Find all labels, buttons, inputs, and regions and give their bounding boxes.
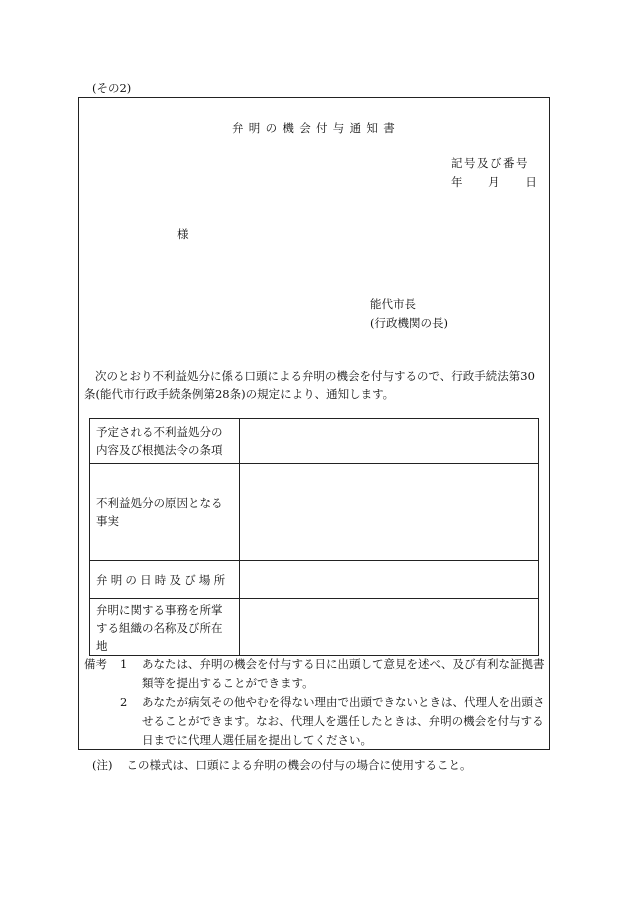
notice-body: [84, 367, 546, 403]
remark-item: [84, 693, 548, 750]
footnote: [92, 757, 471, 773]
remarks: [84, 655, 548, 750]
issuer-note: (行政機関の長): [370, 316, 448, 330]
addressee-suffix: 様: [177, 227, 189, 241]
row-label-organization: 弁明に関する事務を所掌する組織の名称及び所在地: [90, 599, 240, 656]
reference-number-label: 記号及び番号: [451, 156, 529, 170]
remark-text: あなたは、弁明の機会を付与する日に出頭して意見を述べ、及び有利な証拠書類等を提出することができます。: [142, 657, 545, 690]
page-title: 弁明の機会付与通知書: [232, 121, 400, 135]
date-line: [451, 174, 537, 190]
table-row: [90, 419, 539, 464]
remarks-heading: 備考: [84, 657, 107, 671]
footnote-label: (注): [92, 758, 113, 772]
row-value-organization: [240, 599, 539, 656]
remark-text: あなたが病気その他やむを得ない理由で出頭できないときは、代理人を出頭させることができます。なお、代理人を選任したときは、弁明の機会を付与する日までに代理人選任届を提出してください。: [142, 695, 545, 747]
remark-number: 2: [120, 695, 128, 709]
notice-body-text: 次のとおり不利益処分に係る口頭による弁明の機会を付与するので、行政手続法第30条(能代市行政手続条例第28条)の規定により、通知します。: [84, 369, 535, 401]
row-label-cause: 不利益処分の原因となる事実: [90, 464, 240, 561]
row-value-cause: [240, 464, 539, 561]
row-value-disposition: [240, 419, 539, 464]
table-row: [90, 464, 539, 561]
month-label: 月: [488, 175, 500, 189]
table-row: [90, 561, 539, 599]
row-label-disposition: 予定される不利益処分の内容及び根拠法令の条項: [90, 419, 240, 464]
row-label-datetime-place: 弁明の日時及び場所: [90, 561, 240, 599]
issuer-name: 能代市長: [370, 297, 416, 311]
year-label: 年: [451, 175, 463, 189]
remark-number: 1: [120, 657, 128, 671]
document-label: (その2): [92, 81, 132, 95]
row-value-datetime-place: [240, 561, 539, 599]
table-row: [90, 599, 539, 656]
day-label: 日: [525, 175, 537, 189]
remark-item: [84, 655, 548, 693]
details-table: [89, 418, 539, 656]
footnote-text: この様式は、口頭による弁明の機会の付与の場合に使用すること。: [126, 758, 472, 772]
